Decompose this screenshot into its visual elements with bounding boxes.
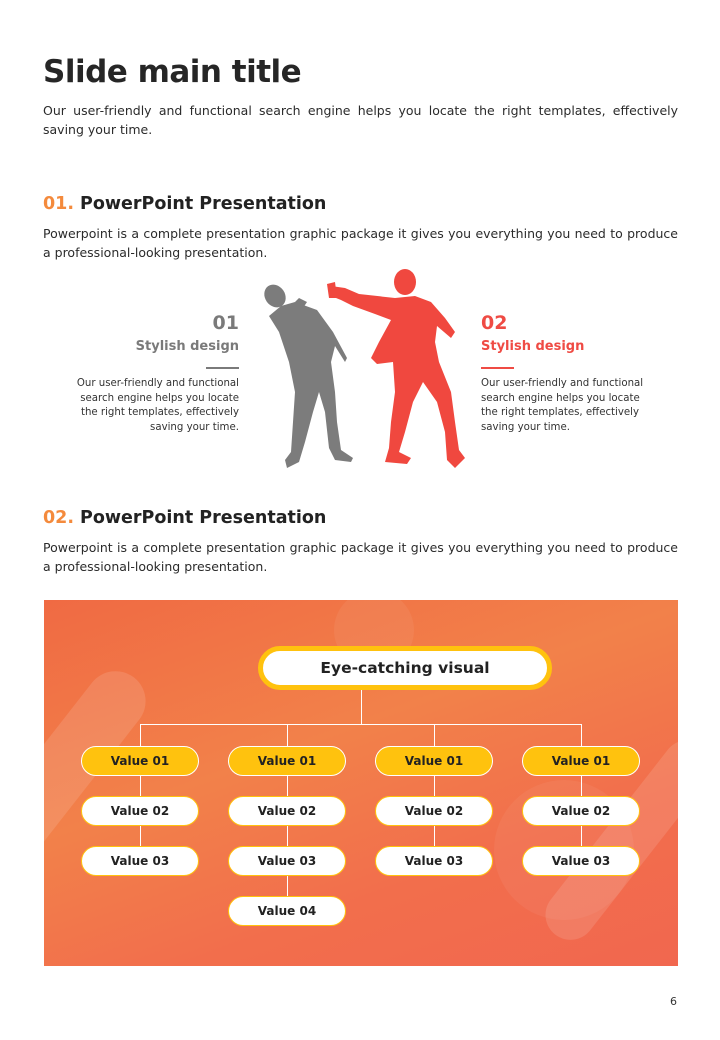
feature-right-number: 02 [481,312,508,334]
connector-horizontal [140,724,582,725]
section-1-heading [43,192,326,216]
org-node-col3-row1: Value 01 [375,746,493,776]
feature-left-divider [206,367,239,369]
org-node-col2-row4: Value 04 [228,896,346,926]
page-title: Slide main title [43,54,302,90]
org-node-col1-row2: Value 02 [81,796,199,826]
intro-paragraph: Our user-friendly and functional search engine helps you locate the right templates, effectively saving your time. [43,103,678,137]
section-2-text: Powerpoint is a complete presentation graphic package it gives you everything you need to produce a professional-looking presentation. [43,540,678,574]
connector-column-3 [434,724,435,861]
org-node-col2-row1: Value 01 [228,746,346,776]
gray-person-silhouette [260,280,353,468]
connector-column-4 [581,724,582,861]
feature-left-title: Stylish design [135,339,239,354]
org-node-col2-row2: Value 02 [228,796,346,826]
feature-right-divider [481,367,514,369]
feature-right-title: Stylish design [481,339,585,354]
connector-column-1 [140,724,141,861]
org-node-col1-row3: Value 03 [81,846,199,876]
section-2-title: PowerPoint Presentation [80,508,327,528]
org-chart-panel [44,600,678,966]
connector-root [361,690,362,724]
org-node-col2-row3: Value 03 [228,846,346,876]
section-1-text: Powerpoint is a complete presentation graphic package it gives you everything you need to produce a professional-looking presentation. [43,226,678,260]
feature-right-text: Our user-friendly and functional search engine helps you locate the right templates, effectively saving your time. [481,378,644,433]
org-node-col4-row2: Value 02 [522,796,640,826]
people-illustration [255,262,467,472]
section-1-title: PowerPoint Presentation [80,194,327,214]
section-2-number: 02. [43,508,75,528]
feature-left-text: Our user-friendly and functional search engine helps you locate the right templates, effectively saving your time. [76,378,239,433]
org-node-col1-row1: Value 01 [81,746,199,776]
org-node-col4-row3: Value 03 [522,846,640,876]
red-person-silhouette [327,269,465,468]
feature-left-number: 01 [212,312,239,334]
org-node-col3-row3: Value 03 [375,846,493,876]
org-node-col3-row2: Value 02 [375,796,493,826]
org-root-node: Eye-catching visual [258,646,552,690]
org-node-col4-row1: Value 01 [522,746,640,776]
section-1-number: 01. [43,194,75,214]
section-2-heading [43,506,326,530]
page-number: 6 [670,995,677,1008]
